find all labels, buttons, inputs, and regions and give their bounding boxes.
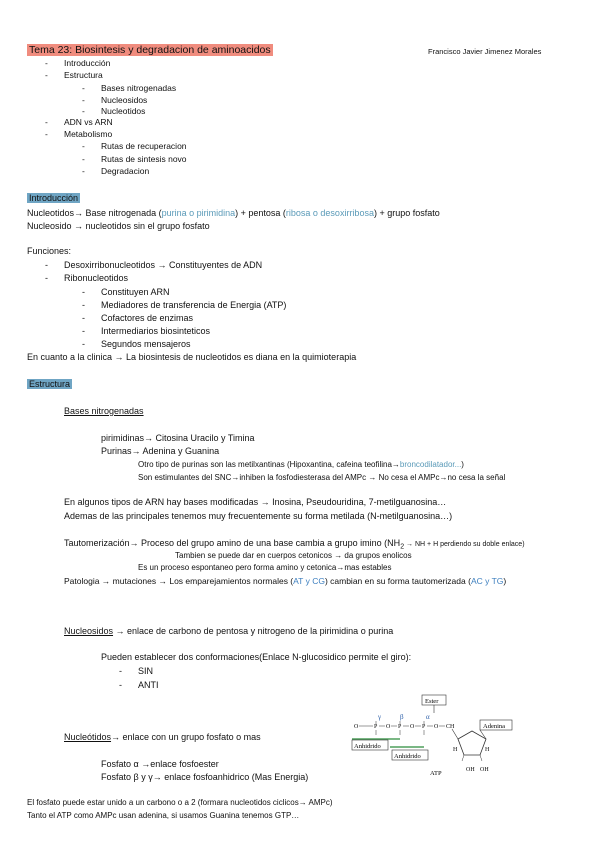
forma-metilada-line: Ademas de las principales tenemos muy frecuentemente su forma metilada (N-metilguanosina…) bbox=[64, 511, 453, 521]
ribose-oh1: OH bbox=[466, 767, 475, 773]
intro-nucleosido-line: Nucleosido → nucleotidos sin el grupo fosfato bbox=[27, 221, 210, 231]
intro-nucleotidos-line: Nucleotidos→ Base nitrogenada (purina o pirimidina) + pentosa (ribosa o desoxirribosa) + grupo fosfato bbox=[27, 208, 440, 218]
espontaneo-line: Es un proceso espontaneo pero forma amino y cetonica→mas estables bbox=[138, 563, 392, 572]
outline-nucleotidos: Nucleotidos bbox=[101, 106, 146, 116]
ribose-h1: H bbox=[453, 747, 458, 753]
outline-bullet: - bbox=[82, 83, 85, 93]
funcion-ribo-arn: Constituyen ARN bbox=[101, 287, 170, 297]
outline-metabolismo: Metabolismo bbox=[64, 129, 113, 139]
list-bullet: - bbox=[82, 287, 85, 297]
gamma-label: γ bbox=[378, 713, 382, 721]
outline-degradacion: Degradacion bbox=[101, 166, 150, 176]
fosfato-alfa-line: Fosfato α →enlace fosfoester bbox=[101, 759, 219, 769]
chain-o4: O bbox=[434, 724, 439, 730]
chain-o2: O bbox=[386, 724, 391, 730]
outline-bases: Bases nitrogenadas bbox=[101, 83, 177, 93]
patologia-line: Patologia → mutaciones → Los emparejamientos normales (AT y CG) cambian en su forma tautomerizada (AC y TG) bbox=[64, 576, 507, 586]
outline-bullet: - bbox=[82, 106, 85, 116]
nucleotidos-line: Nucleótidos→ enlace con un grupo fosfato o mas bbox=[64, 732, 261, 742]
funcion-desoxi: Desoxirribonucleotidos → Constituyentes de ADN bbox=[64, 260, 263, 270]
atp-label: ATP bbox=[430, 770, 442, 777]
funciones-label: Funciones: bbox=[27, 246, 72, 256]
chain-o3: O bbox=[410, 724, 415, 730]
chain-p-beta: P bbox=[398, 724, 402, 730]
outline-bullet: - bbox=[82, 166, 85, 176]
ester-label: Ester bbox=[425, 698, 439, 705]
outline-adn-arn: ADN vs ARN bbox=[64, 117, 113, 127]
list-bullet: - bbox=[82, 339, 85, 349]
tautomerizacion-line: Tautomerización→ Proceso del grupo amino de una base cambia a grupo imino ($NH_2$ → NH + H perdiendo su doble enlace) bbox=[64, 538, 525, 551]
outline-bullet: - bbox=[45, 117, 48, 127]
ciclicos-line: El fosfato puede estar unido a un carbono o a 2 (formara nucleotidos ciclicos→ AMPc) bbox=[27, 798, 333, 807]
beta-label: β bbox=[400, 713, 404, 721]
anhidrido-label-2: Anhidrido bbox=[394, 753, 421, 760]
list-bullet: - bbox=[82, 326, 85, 336]
outline-intro: Introducción bbox=[64, 58, 111, 68]
outline-rutas-sint: Rutas de sintesis novo bbox=[101, 154, 187, 164]
author-name: Francisco Javier Jimenez Morales bbox=[428, 47, 542, 56]
conformacion-sin: SIN bbox=[138, 666, 154, 676]
section-heading-estructura: Estructura bbox=[29, 379, 71, 389]
chain-ch2: CH bbox=[446, 724, 455, 730]
funcion-ribo-mensajeros: Segundos mensajeros bbox=[101, 339, 191, 349]
purinas-line: Purinas→ Adenina y Guanina bbox=[101, 446, 220, 456]
outline-nucleosidos: Nucleosidos bbox=[101, 95, 148, 105]
ribose-ring bbox=[458, 731, 486, 755]
snc-line: Son estimulantes del SNC→inhiben la fosfodiesterasa del AMPc → No cesa el AMPc→no cesa la señal bbox=[138, 473, 506, 482]
conformaciones-line: Pueden establecer dos conformaciones(Enlace N-glucosidico permite el giro): bbox=[101, 652, 412, 662]
funcion-ribo-cofactores: Cofactores de enzimas bbox=[101, 313, 194, 323]
arn-modificadas-line: En algunos tipos de ARN hay bases modificadas → Inosina, Pseudouridina, 7-metilguanosina… bbox=[64, 497, 447, 507]
funcion-ribo-atp: Mediadores de transferencia de Energia (ATP) bbox=[101, 300, 287, 310]
chain-p-gamma: P bbox=[374, 724, 378, 730]
outline-estructura: Estructura bbox=[64, 70, 103, 80]
page-title: Tema 23: Biosintesis y degradacion de aminoacidos bbox=[29, 44, 271, 56]
atp-structure-diagram bbox=[340, 693, 520, 783]
pirimidinas-line: pirimidinas→ Citosina Uracilo y Timina bbox=[101, 433, 255, 443]
list-bullet: - bbox=[119, 680, 122, 690]
conformacion-anti: ANTI bbox=[138, 680, 159, 690]
section-heading-intro: Introducción bbox=[29, 193, 79, 203]
outline-bullet: - bbox=[82, 141, 85, 151]
outline-bullet: - bbox=[45, 70, 48, 80]
funcion-ribo-intermediarios: Intermediarios biosinteticos bbox=[101, 326, 211, 336]
bases-title: Bases nitrogenadas bbox=[64, 406, 144, 416]
list-bullet: - bbox=[82, 300, 85, 310]
anhidrido-label-1: Anhidrido bbox=[354, 743, 381, 750]
adenina-label: Adenina bbox=[483, 723, 506, 730]
outline-bullet: - bbox=[82, 154, 85, 164]
chain-o1: O bbox=[354, 724, 359, 730]
ribose-h2: H bbox=[485, 747, 490, 753]
list-bullet: - bbox=[45, 273, 48, 283]
outline-bullet: - bbox=[45, 58, 48, 68]
outline-bullet: - bbox=[82, 95, 85, 105]
outline-bullet: - bbox=[45, 129, 48, 139]
metilxantinas-line: Otro tipo de purinas son las metilxantinas (Hipoxantina, cafeina teofilina→broncodilatador...) bbox=[138, 460, 464, 469]
ribose-oh2: OH bbox=[480, 767, 489, 773]
funcion-ribo: Ribonucleotidos bbox=[64, 273, 129, 283]
outline-rutas-rec: Rutas de recuperacion bbox=[101, 141, 187, 151]
cetonicos-line: Tambien se puede dar en cuerpos cetonicos → da grupos enolicos bbox=[175, 551, 412, 560]
clinica-line: En cuanto a la clinica → La biosintesis de nucleotidos es diana en la quimioterapia bbox=[27, 352, 357, 362]
list-bullet: - bbox=[119, 666, 122, 676]
fosfato-beta-gamma-line: Fosfato β y γ→ enlace fosfoanhidrico (Mas Energia) bbox=[101, 772, 309, 782]
list-bullet: - bbox=[45, 260, 48, 270]
chain-p-alpha: P bbox=[422, 724, 426, 730]
alpha-label: α bbox=[426, 713, 430, 721]
list-bullet: - bbox=[82, 313, 85, 323]
nucleosidos-line: Nucleosidos → enlace de carbono de pentosa y nitrogeno de la pirimidina o purina bbox=[64, 626, 394, 636]
atp-ampc-line: Tanto el ATP como AMPc usan adenina, si usamos Guanina tenemos GTP… bbox=[27, 811, 300, 820]
